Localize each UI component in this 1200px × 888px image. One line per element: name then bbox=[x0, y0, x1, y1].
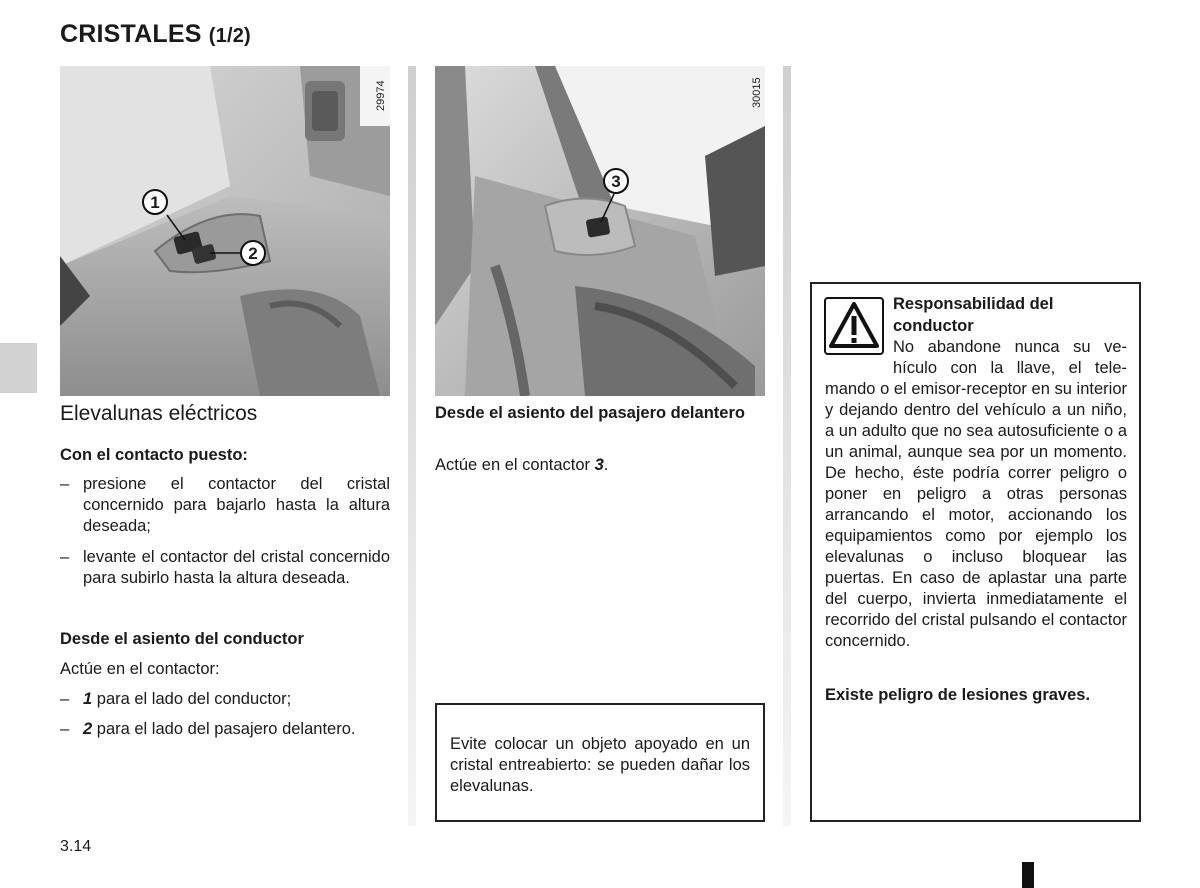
list-item bbox=[60, 547, 390, 611]
list-item bbox=[60, 474, 390, 538]
switch-description: para el lado del pasajero delantero. bbox=[92, 720, 356, 738]
warning-line-1: No abandone nunca su ve- bbox=[893, 338, 1127, 356]
column-separator-right bbox=[783, 66, 791, 826]
page-title-suffix: (1/2) bbox=[208, 25, 251, 47]
page-title bbox=[60, 20, 251, 49]
driver-seat-text: Actúe en el contactor: bbox=[60, 660, 220, 678]
passenger-seat-text bbox=[435, 455, 765, 476]
list-item-text bbox=[83, 689, 390, 710]
page-corner-mark bbox=[1022, 862, 1034, 888]
callout-1: 1 bbox=[142, 189, 168, 215]
list-dash: – bbox=[60, 548, 70, 566]
switch-number: 2 bbox=[83, 720, 93, 738]
ignition-on-heading: Con el contacto puesto: bbox=[60, 446, 248, 464]
warning-triangle-icon bbox=[824, 297, 884, 355]
list-dash: – bbox=[60, 720, 70, 738]
passenger-text-suffix: . bbox=[603, 456, 609, 474]
note-box bbox=[435, 703, 765, 822]
page-number: 3.14 bbox=[60, 838, 92, 855]
column-separator-left bbox=[408, 66, 416, 826]
passenger-door-illustration bbox=[435, 66, 765, 396]
list-item-text: presione el contactor del cristal concernido para bajarlo hasta la altura deseada; bbox=[83, 475, 390, 535]
photo-reference-code: 29974 bbox=[375, 80, 387, 111]
photo-reference-code-2: 30015 bbox=[751, 77, 763, 108]
passenger-text-prefix: Actúe en el contactor bbox=[435, 456, 595, 474]
warning-title-line-1: Responsabilidad del bbox=[893, 295, 1054, 313]
page-title-text: CRISTALES bbox=[60, 20, 202, 48]
callout-2: 2 bbox=[240, 240, 266, 266]
passenger-door-switch-photo bbox=[435, 66, 765, 396]
switch-description: para el lado del conductor; bbox=[92, 690, 292, 708]
passenger-seat-heading: Desde el asiento del pasajero delantero bbox=[435, 404, 745, 422]
warning-line-2: hículo con la llave, el tele- bbox=[893, 359, 1127, 377]
list-item-text: levante el contactor del cristal concernido para subirlo hasta la altura deseada. bbox=[83, 548, 390, 587]
note-text: Evite colocar un objeto apoyado en un cristal entreabierto: se pueden dañar los elevalunas. bbox=[450, 735, 750, 795]
driver-seat-heading: Desde el asiento del conductor bbox=[60, 630, 304, 648]
section-heading-power-windows: Elevalunas eléctricos bbox=[60, 402, 258, 425]
section-tab-marker bbox=[0, 343, 37, 393]
warning-title-line-2: conductor bbox=[893, 317, 974, 335]
list-item bbox=[60, 689, 390, 711]
list-dash: – bbox=[60, 475, 70, 493]
list-item-text bbox=[83, 719, 390, 740]
callout-3: 3 bbox=[603, 168, 629, 194]
warning-final: Existe peligro de lesiones graves. bbox=[825, 686, 1091, 704]
switch-number: 1 bbox=[83, 690, 93, 708]
list-dash: – bbox=[60, 690, 70, 708]
callout-3-leader-line bbox=[596, 192, 621, 227]
list-item bbox=[60, 719, 390, 763]
switch-number: 3 bbox=[594, 456, 604, 474]
callout-leader-lines bbox=[160, 210, 250, 260]
warning-box bbox=[810, 282, 1141, 822]
warning-body: mando o el emisor-receptor en su interior y dejando dentro del vehículo a un niño, a un adulto que no sea autosuficiente o a un animal, aunque sea por un momento. De hecho, éste podría correr peligro o poner en peligro a otras personas arrancando el motor, accionando los equipamientos como por ejemplo los elevalunas o incluso bloquear las puertas. En caso de aplastar una parte del cuerpo, invierta inmediatamente el recorrido del cristal pulsando el contactor concernido. bbox=[825, 380, 1127, 650]
